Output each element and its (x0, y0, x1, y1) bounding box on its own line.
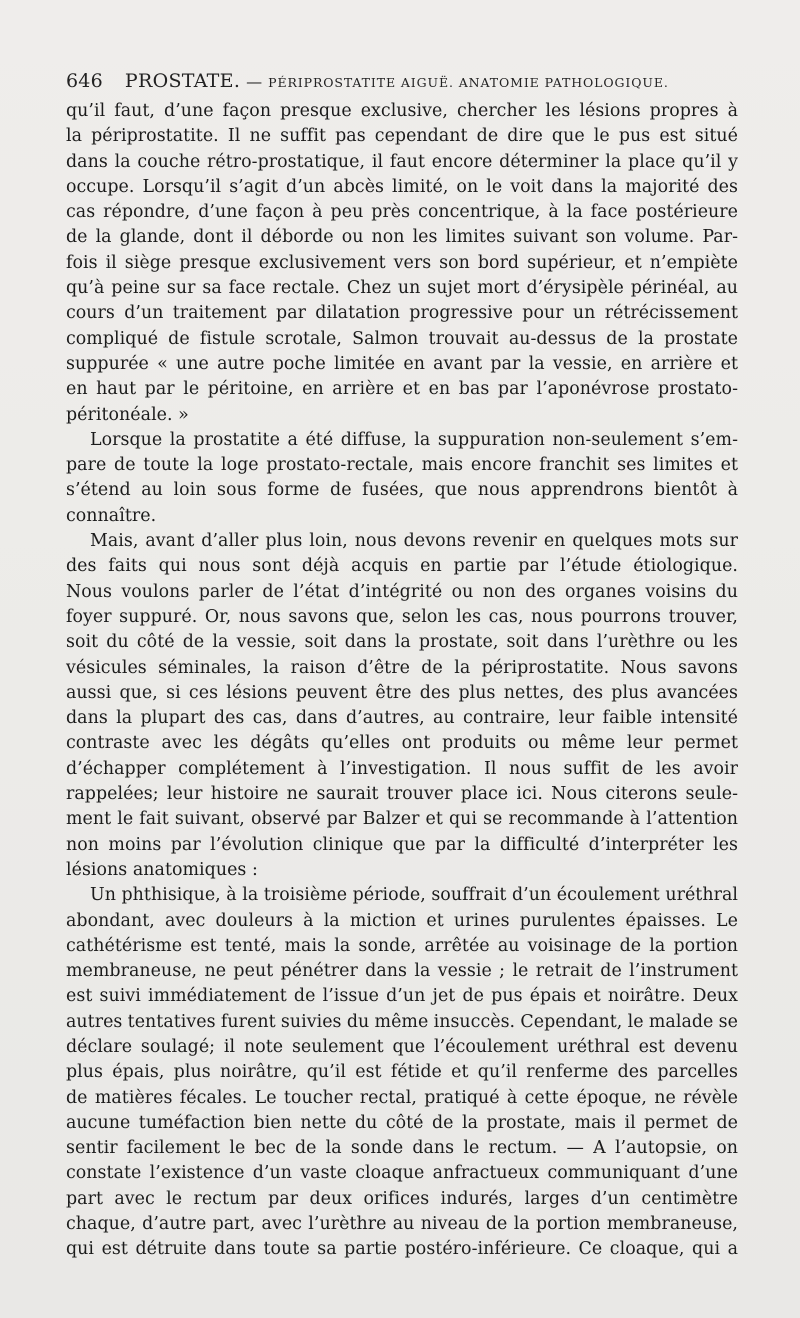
text-line: la périprostatite. Il ne suffit pas cependant de dire que le pus est situé (66, 126, 738, 147)
text-line: fois il siège presque exclusivement vers son bord supérieur, et n’empiète (66, 252, 738, 273)
paragraph-first-line: Lorsque la prostatite a été diffuse, la suppuration non-seulement s’em- (90, 429, 738, 450)
paragraph-end-line: péritonéale. » (66, 404, 189, 425)
text-line: chaque, d’autre part, avec l’urèthre au niveau de la portion membraneuse, (66, 1214, 738, 1235)
text-line: est suivi immédiatement de l’issue d’un jet de pus épais et noirâtre. Deux (66, 986, 738, 1007)
paragraph-first-line: Mais, avant d’aller plus loin, nous devons revenir en quelques mots sur (90, 531, 738, 552)
paragraph-end-line: connaître. (66, 505, 157, 526)
text-line: déclare soulagé; il note seulement que l’écoulement uréthral est devenu (66, 1036, 738, 1057)
text-line: compliqué de fistule scrotale, Salmon trouvait au-dessus de la prostate (66, 328, 738, 349)
text-line: vésicules séminales, la raison d’être de la périprostatite. Nous savons (66, 657, 738, 678)
text-line: suppurée « une autre poche limitée en avant par la vessie, en arrière et (66, 353, 738, 374)
text-line: sentir facilement le bec de la sonde dans le rectum. — A l’autopsie, on (66, 1138, 738, 1159)
text-line: autres tentatives furent suivies du même insuccès. Cependant, le malade se (66, 1011, 738, 1032)
text-line: en haut par le péritoine, en arrière et en bas par l’aponévrose prostato- (66, 379, 738, 400)
text-line: ment le fait suivant, observé par Balzer et qui se recommande à l’attention (66, 809, 738, 830)
text-line: plus épais, plus noirâtre, qu’il est fétide et qu’il renferme des parcelles (66, 1062, 738, 1083)
text-line: pare de toute la loge prostato-rectale, mais encore franchit ses limites et (66, 455, 738, 476)
header-dash: — (246, 72, 263, 91)
text-line: foyer suppuré. Or, nous savons que, selon les cas, nous pourrons trouver, (66, 606, 738, 627)
paragraph-first-line: Un phthisique, à la troisième période, souffrait d’un écoulement uréthral (90, 885, 738, 906)
text-line: aucune tuméfaction bien nette du côté de la prostate, mais il permet de (66, 1112, 738, 1133)
text-line: aussi que, si ces lésions peuvent être des plus nettes, des plus avancées (66, 682, 738, 703)
text-line: qu’à peine sur sa face rectale. Chez un sujet mort d’érysipèle périnéal, au (66, 278, 738, 299)
text-line: qui est détruite dans toute sa partie postéro-inférieure. Ce cloaque, qui a (66, 1239, 738, 1260)
text-line: dans la couche rétro-prostatique, il faut encore déterminer la place qu’il y (66, 151, 738, 172)
text-line: contraste avec les dégâts qu’elles ont produits ou même leur permet (66, 733, 738, 754)
text-line: rappelées; leur histoire ne saurait trouver place ici. Nous citerons seule- (66, 784, 738, 805)
text-line: dans la plupart des cas, dans d’autres, au contraire, leur faible intensité (66, 708, 738, 729)
text-line: soit du côté de la vessie, soit dans la prostate, soit dans l’urèthre ou les (66, 632, 738, 653)
body-text (66, 99, 738, 1263)
running-header (66, 70, 736, 98)
text-line: qu’il faut, d’une façon presque exclusive, chercher les lésions propres à (66, 101, 738, 121)
text-line: constate l’existence d’un vaste cloaque anfractueux communiquant d’une (66, 1163, 738, 1184)
paragraph-end-line: lésions anatomiques : (66, 859, 258, 880)
text-line: s’étend au loin sous forme de fusées, que nous apprendrons bientôt à (66, 480, 738, 501)
text-line: cathétérisme est tenté, mais la sonde, arrêtée au voisinage de la portion (66, 935, 738, 956)
text-line: de la glande, dont il déborde ou non les limites suivant son volume. Par- (66, 227, 738, 248)
text-line: abondant, avec douleurs à la miction et urines purulentes épaisses. Le (66, 910, 738, 931)
section-title: PROSTATE. (124, 70, 241, 92)
text-line: membraneuse, ne peut pénétrer dans la vessie ; le retrait de l’instrument (66, 961, 738, 982)
text-line: de matières fécales. Le toucher rectal, pratiqué à cette époque, ne révèle (66, 1087, 738, 1108)
text-line: d’échapper complétement à l’investigation. Il nous suffit de les avoir (66, 758, 738, 779)
text-line: Nous voulons parler de l’état d’intégrité ou non des organes voisins du (66, 581, 738, 602)
text-line: non moins par l’évolution clinique que par la difficulté d’interpréter les (66, 834, 738, 855)
text-line: cours d’un traitement par dilatation progressive pour un rétrécissement (66, 303, 738, 324)
page-number: 646 (66, 70, 103, 92)
text-line: cas répondre, d’une façon à peu près concentrique, à la face postérieure (66, 202, 738, 223)
header-subtitle: PÉRIPROSTATITE AIGUË. ANATOMIE PATHOLOGIQUE. (268, 75, 669, 90)
text-line: part avec le rectum par deux orifices indurés, larges d’un centimètre (66, 1188, 738, 1209)
text-line: des faits qui nous sont déjà acquis en partie par l’étude étiologique. (66, 556, 738, 577)
text-line: occupe. Lorsqu’il s’agit d’un abcès limité, on le voit dans la majorité des (66, 176, 738, 197)
